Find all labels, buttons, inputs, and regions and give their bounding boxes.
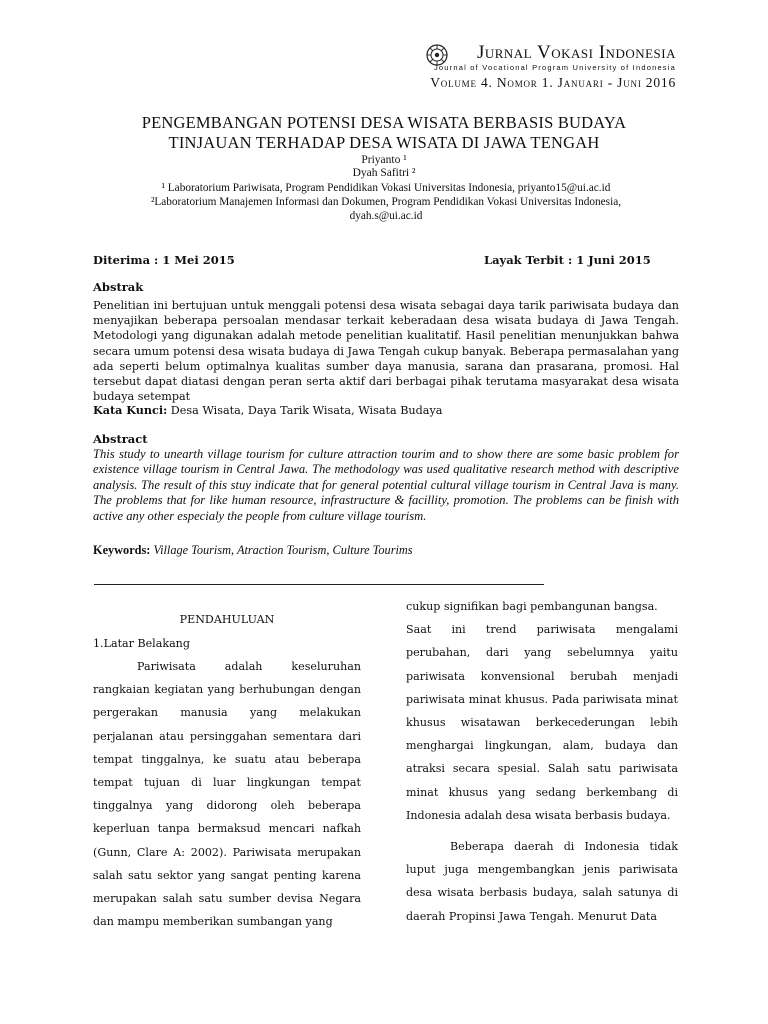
journal-volume: Volume 4. Nomor 1. Januari - Juni 2016 xyxy=(430,75,676,90)
author-1: Priyanto ¹ xyxy=(361,154,407,166)
author-list xyxy=(0,154,768,180)
keywords xyxy=(93,543,679,558)
subsection-heading: 1.Latar Belakang xyxy=(93,637,190,650)
left-column-text xyxy=(93,655,361,933)
paragraph: Saat ini trend pariwisata mengalami perubahan, dari yang sebelumnya yaitu pariwisata konvensional berubah menjadi pariwisata minat khusus. Pada pariwisata minat khusus wisatawan berkecederungan lebih menghargai lingkungan, alam, budaya dan atraksi secara spesial. Salah satu pariwisata minat khusus yang sedang berkembang di Indonesia adalah desa wisata berbasis budaya. xyxy=(406,623,678,822)
author-2: Dyah Safitri ² xyxy=(352,167,416,179)
published-date: Layak Terbit : 1 Juni 2015 xyxy=(484,253,651,267)
affiliation-1: ¹ Laboratorium Pariwisata, Program Pendidikan Vokasi Universitas Indonesia, priyanto15@ui.ac.id xyxy=(161,182,611,194)
title-line-2: TINJAUAN TERHADAP DESA WISATA DI JAWA TENGAH xyxy=(168,133,600,152)
right-column-text xyxy=(406,595,678,928)
section-divider xyxy=(94,584,544,585)
paragraph: Beberapa daerah di Indonesia tidak luput juga mengembangkan jenis pariwisata desa wisata berbasis budaya, salah satunya di daerah Propinsi Jawa Tengah. Menurut Data xyxy=(406,840,678,923)
journal-name: Jurnal Vokasi Indonesia xyxy=(476,42,676,63)
received-date: Diterima : 1 Mei 2015 xyxy=(93,253,235,267)
affiliation-2a: ²Laboratorium Manajemen Informasi dan Dokumen, Program Pendidikan Vokasi Universitas Indonesia, xyxy=(150,196,622,208)
abstrak-heading: Abstrak xyxy=(93,280,144,294)
title-line-1: PENGEMBANGAN POTENSI DESA WISATA BERBASIS BUDAYA xyxy=(141,113,627,132)
keywords-label: Keywords: xyxy=(93,543,151,557)
kata-kunci xyxy=(93,403,679,417)
journal-subtitle: Journal of Vocational Program University of Indonesia xyxy=(433,63,676,72)
abstract-body: This study to unearth village tourism for culture attraction tourim and to show there are some basic problem for existence village tourism in Central Jawa. The methodology was used qualitative research method with descriptive analysis. The result of this stuy indicate that for general potential cultural village tourism in Central Java is many. The problems that for like human resource, infrastructure & facillity, promotion. The problems can be finish with active any other especialy the people from culture village tourism. xyxy=(93,447,679,523)
paragraph: cukup signifikan bagi pembangunan bangsa. xyxy=(406,600,658,613)
kata-kunci-values: Desa Wisata, Daya Tarik Wisata, Wisata Budaya xyxy=(167,404,443,417)
affiliations xyxy=(88,181,684,223)
paragraph: Pariwisata adalah keseluruhan rangkaian kegiatan yang berhubungan dengan pergerakan manusia yang melakukan perjalanan atau persinggahan sementara dari tempat tinggalnya, ke suatu atau beberapa tempat tujuan di luar lingkungan tempat tinggalnya yang didorong oleh beberapa keperluan tanpa bermaksud mencari nafkah (Gunn, Clare A: 2002). Pariwisata merupakan salah satu sektor yang sangat penting karena merupakan salah satu sumber devisa Negara dan mampu memberikan sumbangan yang xyxy=(93,660,361,929)
abstract-heading: Abstract xyxy=(93,432,148,446)
section-heading: PENDAHULUAN xyxy=(179,613,275,626)
article-title xyxy=(0,113,768,153)
journal-header xyxy=(430,42,676,91)
kata-kunci-label: Kata Kunci: xyxy=(93,403,168,417)
keywords-values: Village Tourism, Atraction Tourism, Culture Tourims xyxy=(150,543,413,557)
abstrak-body: Penelitian ini bertujuan untuk menggali potensi desa wisata sebagai daya tarik pariwisata budaya dan menyajikan beberapa persoalan mendasar terkait keberadaan desa wisata budaya di Jawa Tengah. Metodologi yang digunakan adalah metode penelitian kualitatif. Hasil penelitian menunjukkan bahwa secara umum potensi desa wisata budaya di Jawa Tengah cukup banyak. Beberapa permasalahan yang ada seperti belum optimalnya kualitas sumber daya manusia, sarana dan prasarana, promosi. Hal tersebut dapat diatasi dengan peran serta aktif dari berbagai pihak terutama masyarakat desa wisata budaya setempat xyxy=(93,299,679,404)
affiliation-2b: dyah.s@ui.ac.id xyxy=(349,210,423,222)
